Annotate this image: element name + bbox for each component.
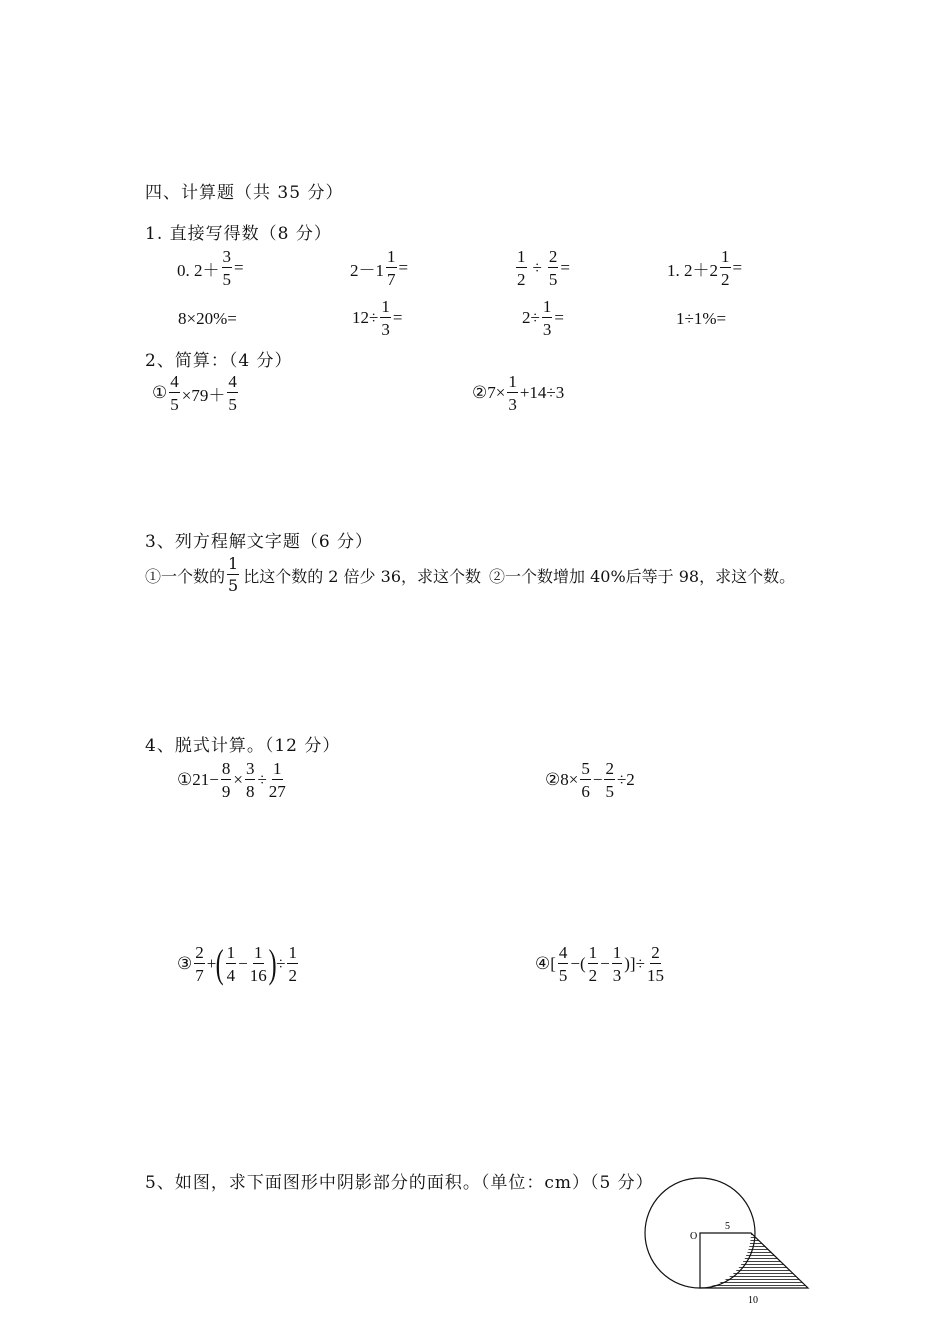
fraction: $\frac{1}{3}$ [542, 297, 552, 339]
expr-lead: 8× [560, 770, 579, 789]
fraction: $\frac{1}{3}$ [381, 297, 390, 339]
q1-item-4-prefix: 1. 2＋2 [667, 260, 718, 280]
q1-item-7 [522, 298, 564, 338]
fraction: $\frac{1}{3}$ [508, 372, 517, 414]
q2-expr-a [152, 373, 240, 413]
circled-number: ① [152, 383, 168, 402]
q3-title: 3、列方程解文字题（6 分） [145, 532, 374, 552]
q1-item-2 [350, 248, 408, 288]
q4-expr-a [177, 760, 288, 800]
right-paren: ) [268, 941, 277, 986]
equals: = [234, 258, 244, 277]
fraction: $\frac{1}{2}$ [721, 247, 730, 289]
left-bracket: [ [550, 954, 556, 973]
operator: ÷ [635, 954, 645, 973]
operator: ÷ [532, 258, 542, 277]
equals: = [554, 308, 564, 327]
fraction: $\frac{1}{2}$ [288, 943, 297, 985]
section-title: 四、计算题（共 35 分） [145, 183, 344, 203]
fraction: $\frac{4}{5}$ [170, 372, 179, 414]
q4-title: 4、脱式计算。（12 分） [145, 736, 341, 756]
fraction: $\frac{1}{2}$ [588, 943, 598, 985]
q1-title: 1. 直接写得数（8 分） [145, 224, 332, 244]
fraction: $\frac{1}{2}$ [517, 247, 526, 289]
expr-lead: ②7× [472, 383, 506, 402]
center-label: O [690, 1231, 698, 1242]
q1-item-5-text: 8×20%= [178, 309, 237, 328]
operator: − [600, 954, 610, 973]
radius-label: 5 [725, 1221, 730, 1232]
q5-figure [640, 1170, 820, 1310]
fraction: $\frac{1}{3}$ [612, 943, 622, 985]
fraction: $\frac{2}{7}$ [195, 943, 204, 985]
fraction: $\frac{4}{5}$ [558, 943, 568, 985]
fraction: $\frac{1}{5}$ [228, 554, 239, 595]
operator: + [206, 954, 217, 973]
q1-item-4 [667, 248, 742, 288]
q1-item-6 [352, 298, 402, 338]
operator: ÷ [276, 954, 286, 973]
equals: = [392, 308, 403, 327]
expr-middle: ×79＋ [181, 385, 226, 405]
q3-a-suffix: 比这个数的 2 倍少 36，求这个数 [243, 566, 482, 586]
base-label: 10 [748, 1295, 758, 1306]
expr-lead: 21− [192, 770, 219, 789]
q4-expr-d [535, 944, 666, 984]
fraction: $\frac{2}{15}$ [646, 943, 664, 985]
expr-tail: ÷2 [616, 770, 635, 789]
equals: = [398, 258, 409, 277]
fraction: $\frac{1}{7}$ [387, 247, 396, 289]
q3-a-prefix: ①一个数的 [145, 566, 226, 586]
fraction: $\frac{1}{16}$ [249, 943, 267, 985]
q5-title: 5、如图，求下面图形中阴影部分的面积。（单位：cm）（5 分） [145, 1173, 654, 1193]
q1-item-6-prefix: 12÷ [352, 308, 379, 327]
left-paren: ( [216, 941, 225, 986]
expr-tail: +14÷3 [519, 383, 565, 402]
q1-item-7-prefix: 2÷ [522, 308, 540, 327]
operator: − [238, 954, 248, 973]
q1-item-1 [177, 248, 244, 288]
fraction: $\frac{8}{9}$ [221, 759, 231, 801]
q2-expr-b [472, 373, 564, 413]
fraction: $\frac{3}{5}$ [222, 247, 231, 289]
fraction: $\frac{1}{4}$ [226, 943, 236, 985]
operator: −( [570, 954, 586, 973]
q1-item-8-text: 1÷1%= [676, 309, 727, 328]
q1-item-1-prefix: 0. 2＋ [177, 260, 220, 280]
fraction: $\frac{2}{5}$ [605, 759, 614, 801]
q1-item-8 [676, 309, 726, 329]
q2-title: 2、简算：（4 分） [145, 351, 293, 371]
fraction: $\frac{4}{5}$ [228, 372, 237, 414]
q1-item-3 [514, 248, 570, 288]
q3-b: ②一个数增加 40%后等于 98，求这个数。 [489, 566, 796, 586]
circled-number: ④ [535, 954, 551, 973]
q4-expr-b [545, 760, 635, 800]
operator: × [233, 770, 243, 789]
circled-number: ② [545, 770, 561, 789]
fraction: $\frac{5}{6}$ [581, 759, 590, 801]
fraction: $\frac{3}{8}$ [245, 759, 255, 801]
fraction: $\frac{2}{5}$ [548, 247, 558, 289]
equals: = [560, 258, 570, 277]
circled-number: ③ [177, 954, 193, 973]
right-bracket: )] [624, 954, 636, 973]
q3-problems [145, 556, 795, 594]
fraction: $\frac{1}{27}$ [268, 759, 286, 801]
q1-item-5 [178, 309, 237, 329]
operator: ÷ [257, 770, 267, 789]
q1-item-2-prefix: 2－1 [350, 260, 384, 280]
equals: = [732, 258, 743, 277]
circled-number: ① [177, 770, 193, 789]
q4-expr-c [177, 941, 300, 986]
operator: − [592, 770, 603, 789]
